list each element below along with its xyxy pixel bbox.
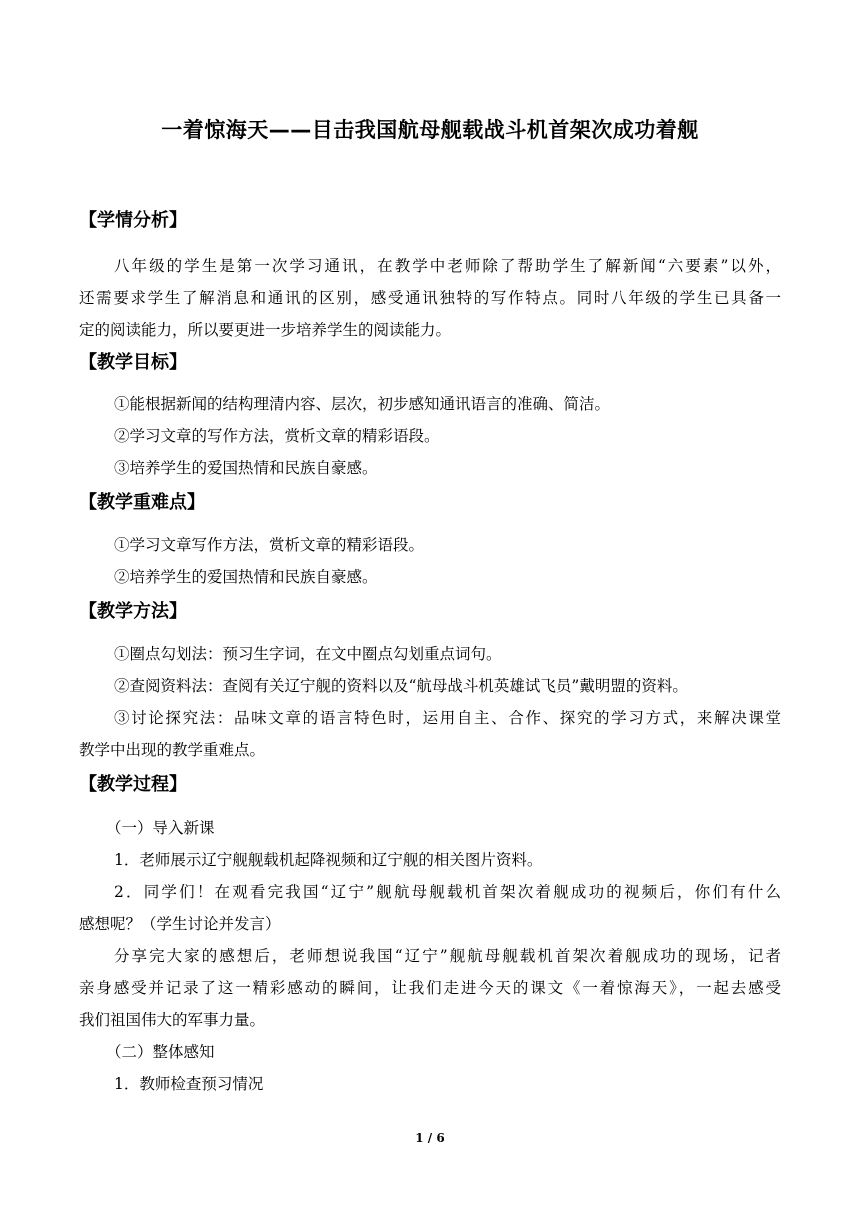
list-item: ②学习文章的写作方法，赏析文章的精彩语段。: [114, 427, 440, 445]
page-number: 1 / 6: [415, 1131, 445, 1145]
list-item: ①能根据新闻的结构理清内容、层次，初步感知通讯语言的准确、简洁。: [114, 395, 611, 413]
section-heading-methods: 【教学方法】: [79, 601, 187, 622]
paragraph-line: 分享完大家的感想后，老师想说我国“辽宁”舰航母舰载机首架次着舰成功的现场，记者: [114, 947, 781, 965]
paragraph-line: 定的阅读能力，所以要更进一步培养学生的阅读能力。: [79, 321, 452, 339]
list-item: ②培养学生的爱国热情和民族自豪感。: [114, 568, 378, 586]
section-heading-process: 【教学过程】: [79, 774, 187, 795]
list-item: ③培养学生的爱国热情和民族自豪感。: [114, 459, 378, 477]
list-item: ①学习文章写作方法，赏析文章的精彩语段。: [114, 536, 425, 554]
paragraph-line: 亲身感受并记录了这一精彩感动的瞬间，让我们走进今天的课文《一着惊海天》，一起去感受: [79, 979, 781, 997]
section-heading-analysis: 【学情分析】: [79, 210, 187, 231]
document-title: 一着惊海天——目击我国航母舰载战斗机首架次成功着舰: [161, 118, 699, 142]
paragraph-line: 还需要求学生了解消息和通讯的区别，感受通讯独特的写作特点。同时八年级的学生已具备一: [79, 289, 781, 307]
subsection-heading: （一）导入新课: [106, 819, 215, 837]
section-heading-goals: 【教学目标】: [79, 352, 187, 373]
paragraph-line: 感想呢？（学生讨论并发言）: [79, 915, 281, 933]
paragraph-line: 八年级的学生是第一次学习通讯，在教学中老师除了帮助学生了解新闻“六要素”以外，: [114, 257, 781, 275]
paragraph-line: 1．教师检查预习情况: [114, 1075, 264, 1093]
paragraph-line: 2．同学们！在观看完我国“辽宁”舰航母舰载机首架次着舰成功的视频后，你们有什么: [114, 883, 781, 901]
list-item: ③讨论探究法：品味文章的语言特色时，运用自主、合作、探究的学习方式，来解决课堂: [114, 709, 781, 727]
section-heading-key-points: 【教学重难点】: [79, 492, 205, 513]
paragraph-line: 我们祖国伟大的军事力量。: [79, 1011, 266, 1029]
list-item-continued: 教学中出现的教学重难点。: [79, 741, 266, 759]
list-item: ②查阅资料法：查阅有关辽宁舰的资料以及“航母战斗机英雄试飞员”戴明盟的资料。: [114, 677, 688, 695]
subsection-heading: （二）整体感知: [106, 1043, 215, 1061]
list-item: ①圈点勾划法：预习生字词，在文中圈点勾划重点词句。: [114, 645, 502, 663]
paragraph-line: 1．老师展示辽宁舰舰载机起降视频和辽宁舰的相关图片资料。: [114, 851, 543, 869]
